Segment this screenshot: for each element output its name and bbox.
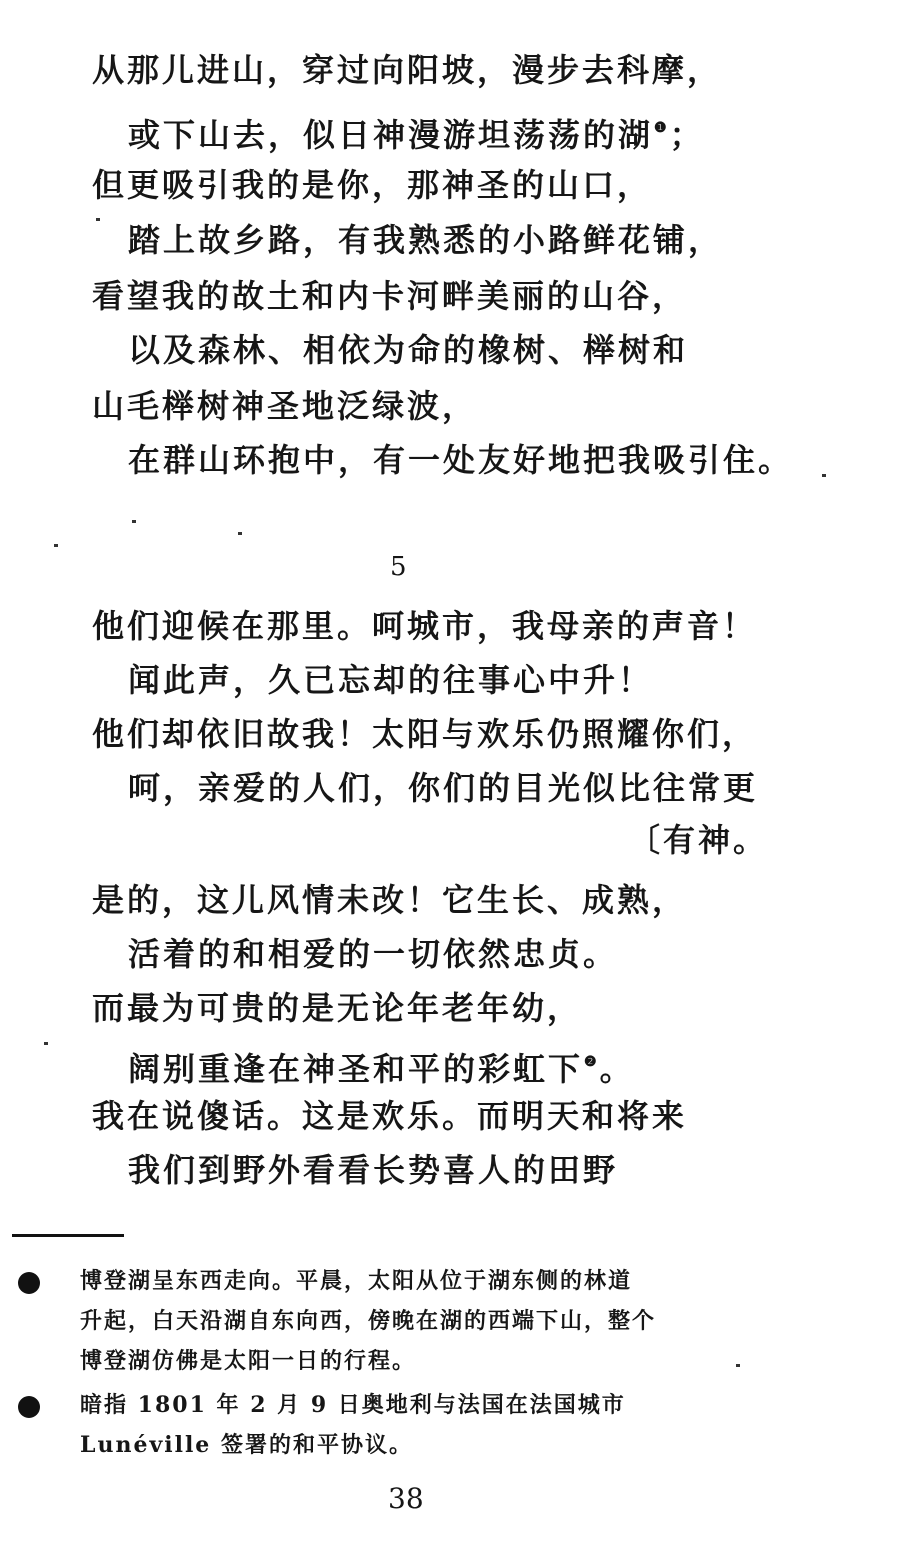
footnote-line: 博登湖仿佛是太阳一日的行程。 — [80, 1348, 417, 1374]
footnote-line: Lunéville 签署的和平协议。 — [80, 1432, 413, 1458]
scan-speck — [96, 218, 100, 221]
poem-line: 而最为可贵的是无论年老年幼， — [92, 989, 583, 1027]
footnote-marker: ❷ — [584, 1054, 600, 1070]
scan-speck — [44, 1042, 48, 1045]
footnote-line: 博登湖呈东西走向。平晨，太阳从位于湖东侧的林道 — [80, 1268, 633, 1294]
poem-line: 他们却依旧故我！太阳与欢乐仍照耀你们， — [92, 715, 758, 753]
footnote-line: 暗指 1801 年 2 月 9 日奥地利与法国在法国城市 — [80, 1392, 626, 1418]
poem-line — [128, 1042, 635, 1089]
poem-line: 在群山环抱中，有一处友好地把我吸引住。 — [128, 441, 794, 479]
poem-line: 活着的和相爱的一切依然忠贞。 — [128, 935, 619, 973]
footnote-line: 升起，白天沿湖自东向西，傍晚在湖的西端下山，整个 — [80, 1308, 657, 1334]
poem-line: 踏上故乡路，有我熟悉的小路鲜花铺， — [128, 221, 724, 259]
page-number: 38 — [388, 1482, 424, 1515]
poem-line: 但更吸引我的是你，那神圣的山口， — [92, 166, 653, 204]
poem-line-punctuation: 。 — [599, 1050, 635, 1088]
poem-line: 是的，这儿风情未改！它生长、成熟， — [92, 881, 688, 919]
footnote-bullet-icon — [18, 1272, 40, 1294]
poem-line: 闻此声，久已忘却的往事心中升！ — [128, 661, 654, 699]
scan-speck — [736, 1364, 740, 1367]
poem-line-text: 或下山去，似日神漫游坦荡荡的湖 — [128, 116, 654, 154]
poem-line: 我们到野外看看长势喜人的田野 — [128, 1151, 619, 1189]
poem-line-punctuation: ； — [669, 116, 705, 154]
poem-line-continuation: 〔有神。 — [628, 821, 769, 859]
poem-line: 山毛榉树神圣地泛绿波， — [92, 387, 478, 425]
poem-line — [128, 108, 705, 155]
scan-speck — [238, 532, 242, 535]
scan-speck — [822, 474, 826, 477]
poem-line: 看望我的故土和内卡河畔美丽的山谷， — [92, 277, 688, 315]
section-number: 5 — [390, 552, 407, 582]
footnote-rule — [12, 1234, 124, 1237]
scan-speck — [54, 544, 58, 547]
poem-line: 我在说傻话。这是欢乐。而明天和将来 — [92, 1097, 688, 1135]
footnote-marker: ❶ — [654, 120, 670, 136]
scan-speck — [132, 520, 136, 523]
footnote-bullet-icon — [18, 1396, 40, 1418]
poem-line: 以及森林、相依为命的橡树、榉树和 — [128, 331, 689, 369]
poem-line: 从那儿进山，穿过向阳坡，漫步去科摩， — [92, 51, 723, 89]
poem-line: 他们迎候在那里。呵城市，我母亲的声音！ — [92, 607, 758, 645]
poem-line: 呵，亲爱的人们，你们的目光似比往常更 — [128, 769, 759, 807]
poem-line-text: 阔别重逢在神圣和平的彩虹下 — [128, 1050, 584, 1088]
